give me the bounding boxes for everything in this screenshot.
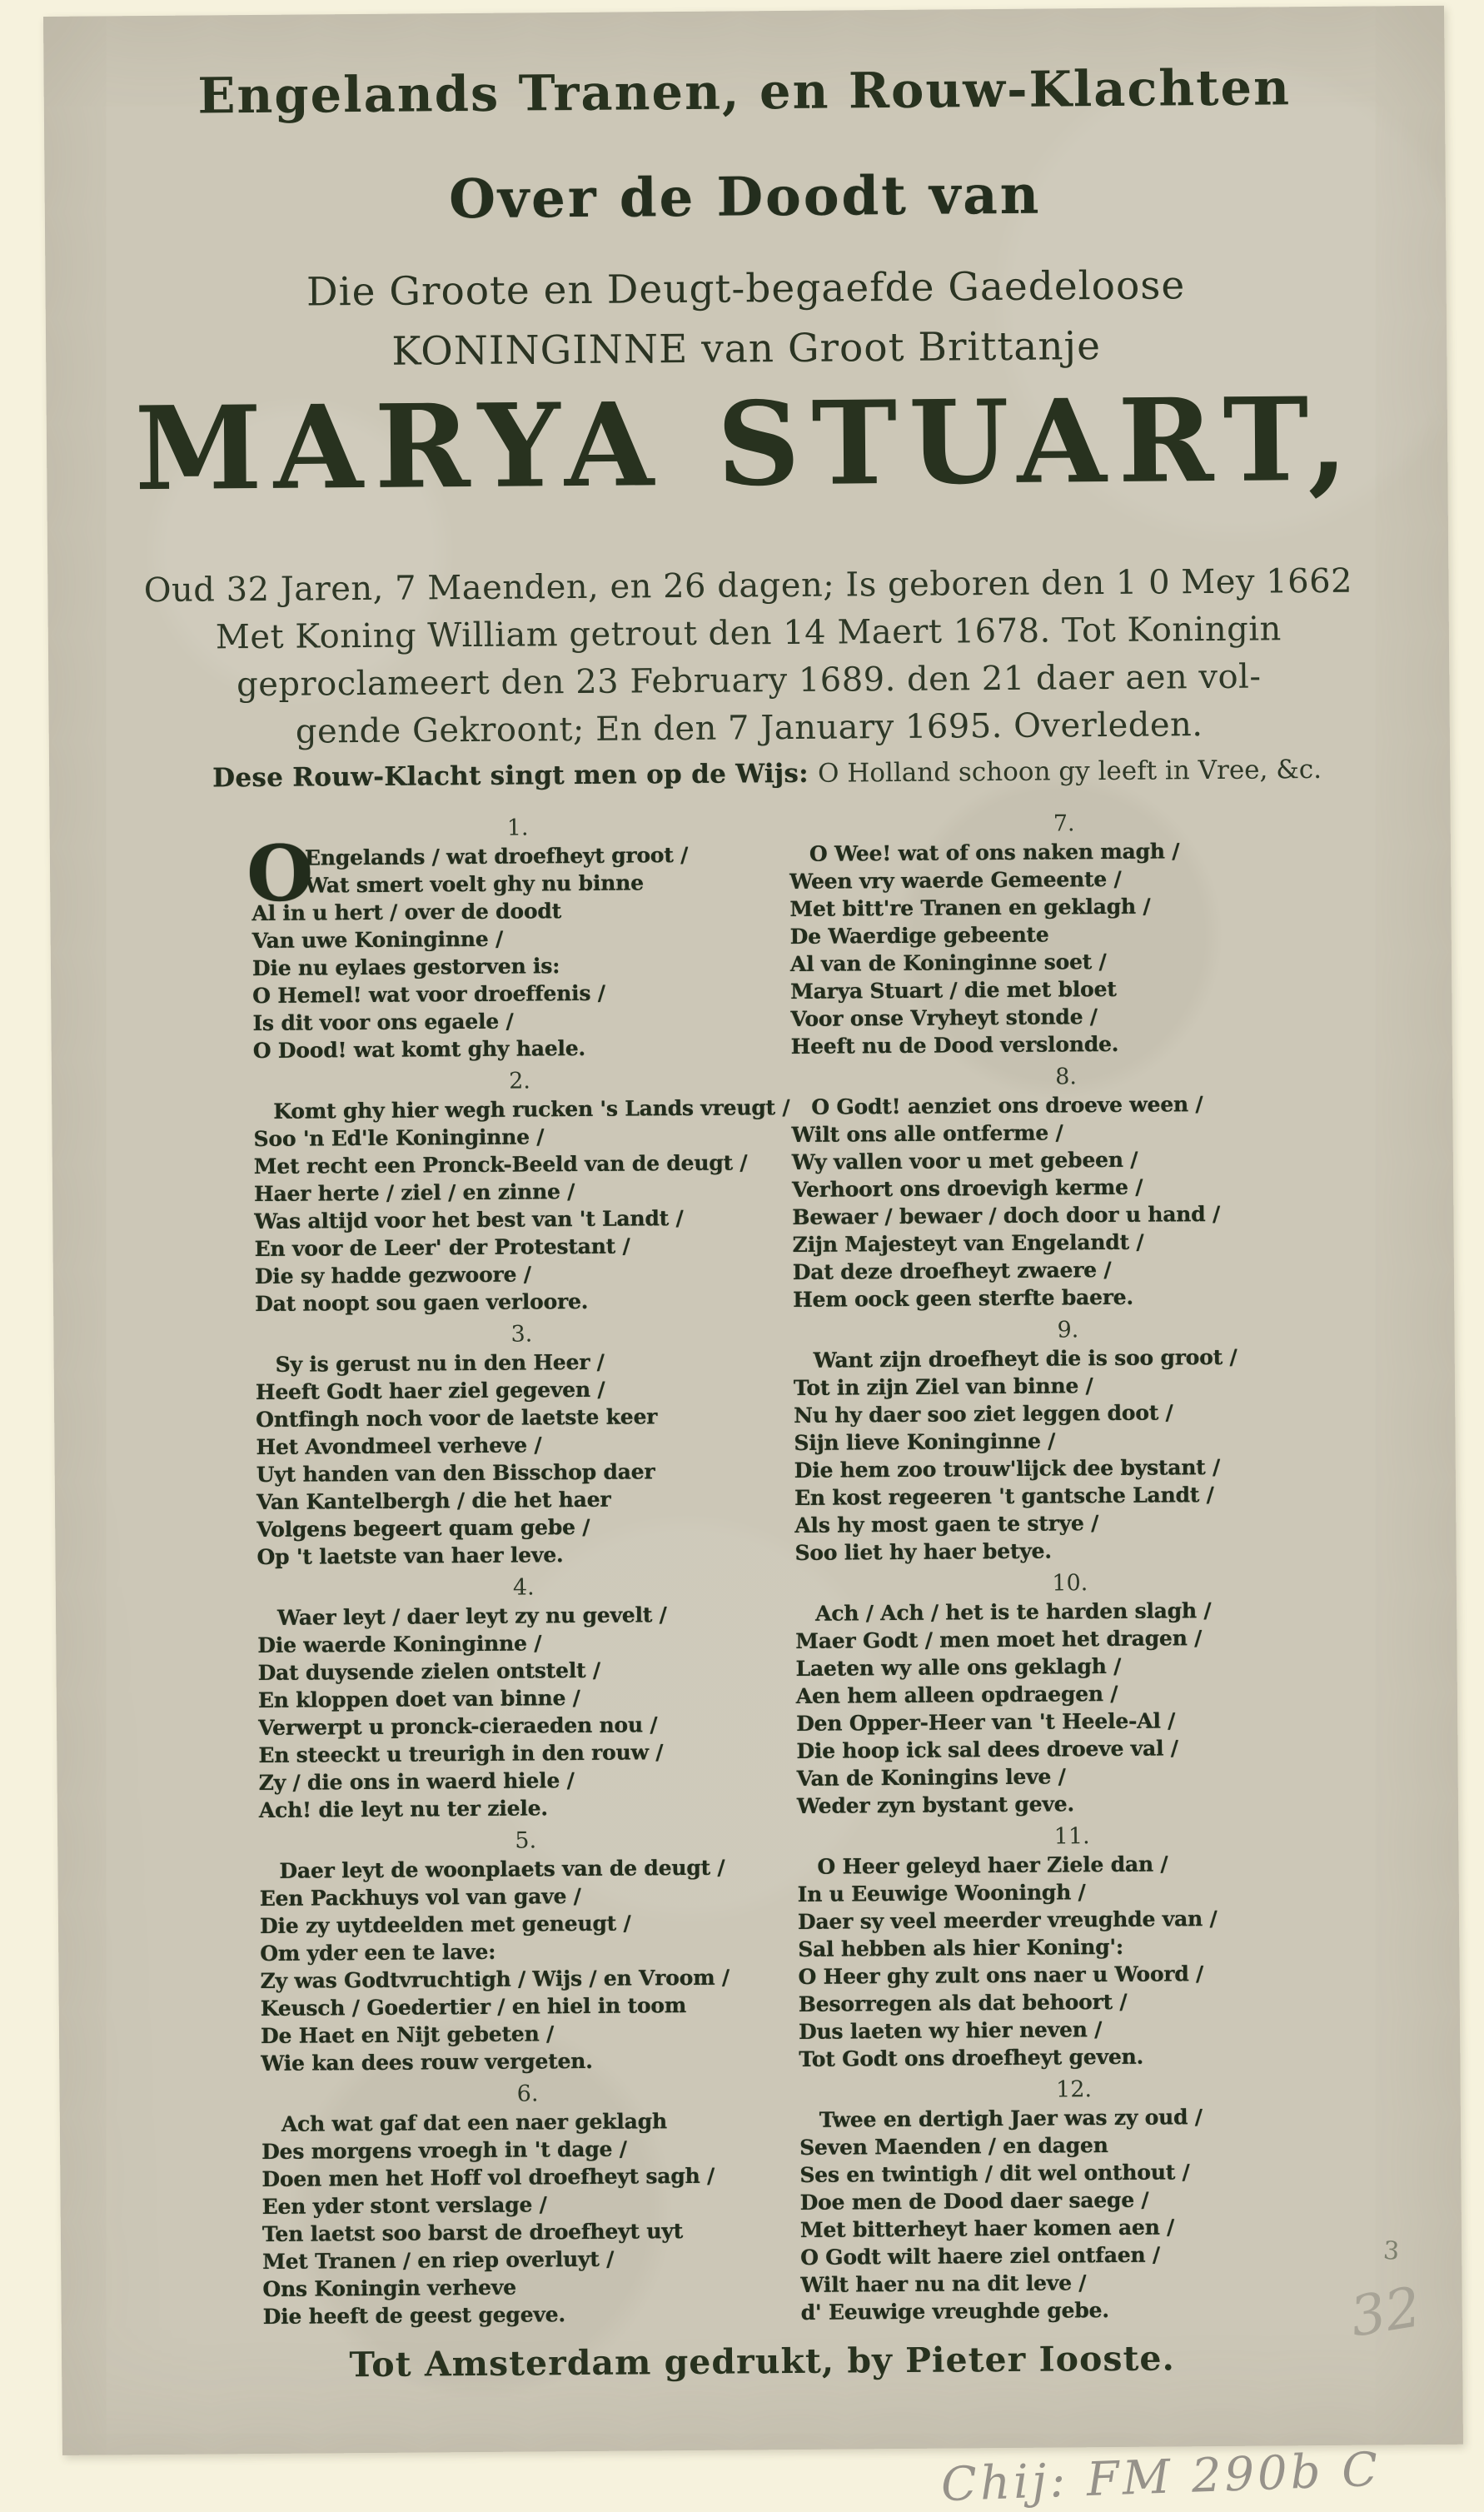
bio-line: gende Gekroont; En den 7 January 1695. Overleden.	[295, 705, 1203, 751]
verse-line: Zy / die ons in waerd hiele /	[258, 1768, 575, 1796]
verse-line: Voor onse Vryheyt stonde /	[790, 1004, 1098, 1031]
verse-line: Wy vallen voor u met gebeen /	[791, 1147, 1138, 1174]
stanza-number: 2.	[509, 1068, 531, 1094]
stanza-10	[795, 1568, 1347, 1825]
verse-line: Bewaer / bewaer / doch door u hand /	[792, 1201, 1221, 1229]
biography-paragraph	[47, 557, 1450, 758]
verse-line: Ach / Ach / het is te harden slagh /	[814, 1598, 1212, 1626]
bio-line: Oud 32 Jaren, 7 Maenden, en 26 dagen; Is geboren den 1 0 Mey 1662	[143, 561, 1353, 611]
verse-line: Op 't laetste van haer leve.	[256, 1543, 564, 1570]
stanza-12	[799, 2074, 1350, 2331]
pencil-number-annotation: 32	[1345, 2275, 1426, 2350]
verse-line: O Wee! wat of ons naken magh /	[809, 839, 1180, 866]
verse-line: Doe men de Dood daer saege /	[799, 2187, 1149, 2215]
verse-line: Die waerde Koninginne /	[257, 1631, 542, 1658]
verse-line: De Waerdige gebeente	[789, 922, 1049, 949]
verse-line: Aen hem alleen opdraegen /	[795, 1681, 1118, 1708]
verse-line: Soo 'n Ed'le Koninginne /	[253, 1124, 545, 1152]
verse-line: Waer leyt / daer leyt zy nu gevelt /	[276, 1602, 667, 1630]
verse-line: Besorregen als dat behoort /	[798, 1989, 1128, 2016]
stanza-number: 3.	[510, 1321, 533, 1348]
drop-cap-initial: O	[246, 828, 314, 920]
verse-line: Al van de Koninginne soet /	[789, 949, 1107, 976]
verse-line: De Haet en Nijt gebeten /	[260, 2021, 555, 2049]
verse-line: O Godt! aenziet ons droeve ween /	[811, 1092, 1203, 1119]
bio-line: Met Koning William getrout den 14 Maert 1678. Tot Koningin	[215, 610, 1282, 657]
verse-line: O Hemel! wat voor droeffenis /	[252, 980, 605, 1009]
verse-line: Ween vry waerde Gemeente /	[789, 866, 1122, 894]
verse-line: Wie kan dees rouw vergeten.	[261, 2048, 593, 2076]
verse-line: Ach! die leyt nu ter ziele.	[258, 1796, 548, 1823]
verse-line: Uyt handen van den Bisschop daer	[256, 1459, 655, 1488]
stanza-lines	[799, 2102, 1351, 2326]
verse-line: Wilt ons alle ontferme /	[791, 1120, 1063, 1147]
stanza-3	[255, 1318, 789, 1576]
stanza-8	[791, 1061, 1342, 1318]
verse-line: Den Opper-Heer van 't Heele-Al /	[796, 1708, 1176, 1736]
verse-line: Is dit voor ons egaele /	[252, 1009, 514, 1036]
verse-line: Ontfingh noch voor de laetste keer	[256, 1404, 658, 1433]
verse-line: Verhoort ons droevigh kerme /	[791, 1174, 1143, 1202]
verse-line: Seven Maenden / en dagen	[799, 2133, 1108, 2160]
verse-line: O Godt wilt haere ziel ontfaen /	[800, 2242, 1161, 2270]
verse-line: Daer sy veel meerder vreughde van /	[797, 1906, 1218, 1934]
verse-line: Als hy most gaen te strye /	[794, 1511, 1099, 1538]
verse-line: Ses en twintigh / dit wel onthout /	[799, 2160, 1190, 2187]
verse-line: Want zijn droefheyt die is soo groot /	[813, 1344, 1237, 1373]
verse-line: Sijn lieve Koninginne /	[794, 1428, 1056, 1455]
verse-line: Wilt haer nu na dit leve /	[800, 2270, 1087, 2297]
verse-line: Ach wat gaf dat een naer geklagh	[281, 2109, 668, 2136]
stanza-lines	[797, 1849, 1348, 2073]
stanza-4	[257, 1572, 792, 1829]
tune-line-title: O Holland schoon gy leeft in Vree, &c.	[817, 754, 1322, 789]
stanza-lines	[261, 2106, 796, 2330]
subtitle-blackletter: Over de Doodt van	[448, 163, 1042, 232]
verse-line: Hem oock geen sterfte baere.	[793, 1284, 1134, 1312]
stanza-number: 8.	[1055, 1064, 1078, 1090]
stanza-lines	[253, 1094, 788, 1318]
verse-line: Sy is gerust nu in den Heer /	[275, 1349, 605, 1377]
verse-line: Met Tranen / en riep overluyt /	[262, 2246, 615, 2275]
verse-line: Die zy uytdeelden met geneugt /	[259, 1911, 631, 1939]
mount-handwriting-annotation: Chij: FM 290b C	[940, 2442, 1382, 2512]
bio-line: geproclameert den 23 February 1689. den 21 daer aen vol-	[237, 657, 1262, 705]
tune-line	[212, 755, 1322, 793]
verse-column-right	[789, 808, 1351, 2331]
verse-line: Weder zyn bystant geve.	[796, 1792, 1075, 1818]
verse-line: Zijn Majesteyt van Engelandt /	[792, 1229, 1144, 1257]
verse-line: Tot Godt ons droefheyt geven.	[799, 2044, 1144, 2071]
imprint-line: Tot Amsterdam gedrukt, by Pieter Iooste.	[349, 2338, 1175, 2385]
stanza-lines	[259, 1853, 794, 2077]
verse-column-left	[246, 812, 796, 2335]
stanza-lines	[246, 828, 786, 1064]
verse-line: Sal hebben als hier Koning':	[798, 1934, 1124, 1961]
verse-line: Nu hy daer soo ziet leggen doot /	[794, 1400, 1173, 1428]
verse-line: Dat duysende zielen ontstelt /	[257, 1657, 600, 1686]
verse-line: Tot in zijn Ziel van binne /	[793, 1373, 1093, 1400]
verse-line: O Dood! wat komt ghy haele.	[252, 1035, 586, 1064]
verse-line: Volgens begeert quam gebe /	[256, 1514, 590, 1543]
page-title: Engelands Tranen, en Rouw-Klachten	[197, 58, 1292, 125]
verse-line: Doen men het Hoff vol droefheyt sagh /	[261, 2163, 715, 2192]
verse-line: Twee en dertigh Jaer was zy oud /	[819, 2105, 1203, 2132]
verse-line: En steeckt u treurigh in den rouw /	[258, 1740, 664, 1768]
stanza-lines	[791, 1089, 1342, 1313]
stanza-lines	[789, 836, 1341, 1060]
verse-line: Die sy hadde gezwoore /	[254, 1262, 531, 1289]
verse-line: Die heeft de geest gegeve.	[262, 2302, 566, 2330]
stanza-number: 7.	[1053, 810, 1075, 837]
verse-line: Van de Koningins leve /	[796, 1764, 1066, 1791]
verse-line: Om yder een te lave:	[260, 1939, 496, 1966]
verse-line: Komt ghy hier wegh rucken 's Lands vreugt /	[273, 1095, 790, 1124]
verse-line: Haer herte / ziel / en zinne /	[253, 1179, 575, 1207]
verse-line: In u Eeuwige Wooningh /	[797, 1880, 1086, 1906]
verse-line: Dat noopt sou gaen verloore.	[255, 1288, 589, 1317]
verse-line: Zy was Godtvruchtigh / Wijs / en Vroom /	[260, 1965, 730, 1994]
verse-line: Laeten wy alle ons geklagh /	[795, 1653, 1122, 1681]
verse-line: Dat deze droefheyt zwaere /	[792, 1257, 1112, 1284]
verse-line: Was altijd voor het best van 't Landt /	[254, 1206, 684, 1234]
stanza-lines	[795, 1596, 1347, 1820]
verse-line: Die nu eylaes gestorven is:	[251, 954, 560, 981]
verse-line: Die hem zoo trouw'lijck dee bystant /	[794, 1454, 1221, 1483]
stanza-number: 5.	[515, 1827, 537, 1854]
verse-line: Engelands / wat droefheyt groot /	[304, 842, 689, 870]
stanza-lines	[256, 1347, 790, 1571]
verse-line: Verwerpt u pronck-cieraeden nou /	[258, 1712, 658, 1741]
verse-line: d' Eeuwige vreughde gebe.	[800, 2298, 1109, 2325]
verse-line: Wat smert voelt ghy nu binne	[305, 870, 644, 898]
verse-line: Ten laetst soo barst de droefheyt uyt	[261, 2219, 684, 2247]
stanza-number: 4.	[512, 1574, 535, 1601]
verse-line: Die hoop ick sal dees droeve val /	[796, 1736, 1178, 1763]
verse-line: Een Packhuys vol van gave /	[259, 1883, 581, 1911]
stanza-lines	[257, 1600, 792, 1824]
verse-line: En voor de Leer' der Protestant /	[254, 1234, 630, 1262]
stanza-5	[259, 1825, 794, 2082]
verse-line: Ons Koningin verheve	[262, 2275, 516, 2302]
verse-line: Maer Godt / men moet het dragen /	[795, 1626, 1203, 1653]
verse-line: Met bitt're Tranen en geklagh /	[789, 894, 1151, 921]
broadside-paper	[43, 6, 1463, 2455]
stanza-7	[789, 808, 1341, 1065]
stanza-number: 12.	[1055, 2076, 1093, 2103]
verse-line: Soo liet hy haer betye.	[794, 1538, 1052, 1565]
verse-line: Dus laeten wy hier neven /	[798, 2017, 1103, 2044]
verse-line: O Heer geleyd haer Ziele dan /	[817, 1852, 1168, 1879]
stanza-number: 10.	[1052, 1570, 1088, 1597]
verse-line: Met recht een Pronck-Beeld van de deugt /	[253, 1150, 748, 1179]
verse-line: En kloppen doet van binne /	[257, 1685, 580, 1713]
margin-ink-mark: 3	[1382, 2235, 1401, 2267]
verse-line: Het Avondmeel verheve /	[256, 1433, 542, 1460]
verse-line: Keusch / Goedertier / en hiel in toom	[260, 1993, 687, 2021]
dedication-line-1: Die Groote en Deugt-begaefde Gaedeloose	[306, 262, 1186, 316]
verse-line: Heeft Godt haer ziel gegeven /	[255, 1377, 605, 1405]
dedication-line-2: KONINGINNE van Groot Brittanje	[391, 323, 1102, 375]
tune-line-prefix: Dese Rouw-Klacht singt men op de Wijs:	[212, 758, 819, 794]
stanza-number: 6.	[516, 2081, 539, 2107]
stanza-1	[246, 812, 786, 1069]
stanza-number: 9.	[1057, 1317, 1079, 1343]
stanza-11	[797, 1821, 1348, 2078]
stanza-6	[261, 2078, 795, 2335]
verse-line: En kost regeeren 't gantsche Landt /	[794, 1483, 1214, 1510]
stanza-2	[253, 1065, 788, 1323]
verse-line: Heeft nu de Dood verslonde.	[790, 1031, 1119, 1059]
verse-line: Van uwe Koninginne /	[251, 926, 504, 954]
stanza-number: 1.	[506, 815, 529, 841]
verse-line: Al in u hert / over de doodt	[251, 899, 562, 926]
verse-line: Een yder stont verslage /	[261, 2192, 547, 2220]
verse-line: Van Kantelbergh / die het haer	[256, 1487, 611, 1515]
verse-line: Met bitterheyt haer komen aen /	[799, 2215, 1175, 2242]
verse-line: Daer leyt de woonplaets van de deugt /	[279, 1855, 725, 1883]
stanza-lines	[794, 1343, 1345, 1567]
verse-line: O Heer ghy zult ons naer u Woord /	[798, 1961, 1204, 1989]
stanza-9	[793, 1314, 1344, 1572]
stanza-number: 11.	[1053, 1823, 1090, 1850]
verse-line: Marya Stuart / die met bloet	[790, 976, 1117, 1004]
queen-name-heading: MARYA STUART,	[134, 371, 1360, 517]
verse-line: Des morgens vroegh in 't dage /	[261, 2136, 627, 2165]
